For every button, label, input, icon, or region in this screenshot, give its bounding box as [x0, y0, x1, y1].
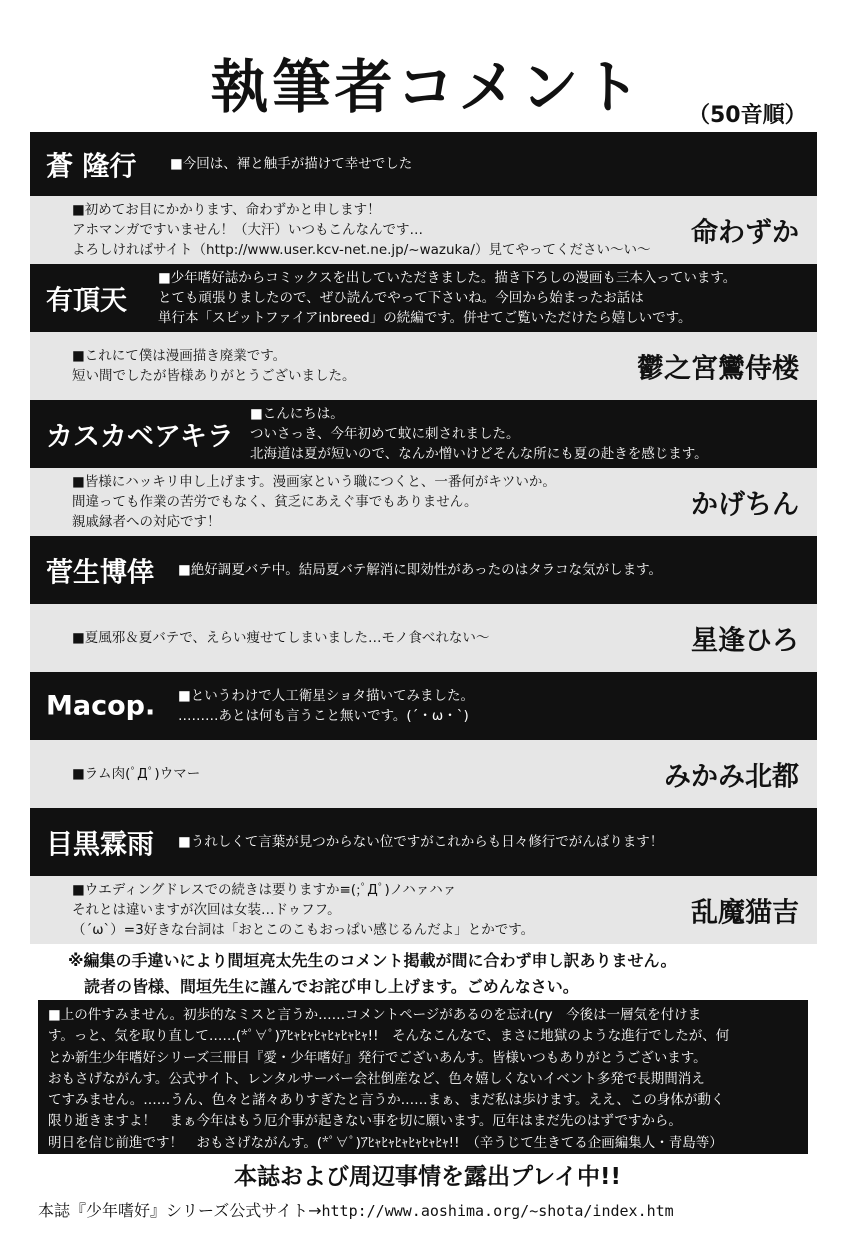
author-entry — [30, 740, 817, 808]
author-name: カスカベアキラ — [46, 421, 234, 453]
footer-headline: 本誌および周辺事情を露出プレイ中!! — [234, 1164, 621, 1190]
author-name: 命わずか — [691, 217, 799, 249]
author-name: 有頂天 — [46, 285, 127, 317]
author-name: Macop. — [46, 690, 156, 722]
comment-line: ■これにて僕は漫画描き廃業です。 — [72, 348, 287, 364]
staff-line: 明日を信じ前進です！ おもさげながんす。(*ﾟ∀ﾟ)ｱﾋｬﾋｬﾋｬﾋｬﾋｬﾋｬ!! （辛うじて生きてる企画編集人・青島等） — [48, 1134, 723, 1151]
comment-line: ■夏風邪＆夏バテで、えらい痩せてしまいました…モノ食べれない～ — [72, 630, 490, 646]
staff-line: おもさげながんす。公式サイト、レンタルサーバー会社倒産など、色々嬉しくないイベント多発で長期間消え — [48, 1070, 705, 1087]
staff-line: ■上の件すみません。初歩的なミスと言うか……コメントページがあるのを忘れ(ry 今後は一層気を付けま — [48, 1007, 702, 1023]
author-entry — [30, 604, 817, 672]
author-entry — [30, 672, 817, 740]
author-entry — [30, 536, 817, 604]
comment-line: ■うれしくて言葉が見つからない位ですがこれからも日々修行でがんばります！ — [178, 834, 664, 850]
author-comment — [72, 346, 356, 386]
footer-site-prefix: 本誌『少年嗜好』シリーズ公式サイト→ — [38, 1201, 322, 1220]
staff-line: す。っと、気を取り直して……(*ﾟ∀ﾟ)ｱﾋｬﾋｬﾋｬﾋｬﾋｬﾋｬ!! そんなこんなで、まさに地獄のような進行でしたが、何 — [48, 1028, 730, 1045]
comment-line: 単行本「スピットファイアinbreed」の続編です。併せてご覧いただけたら嬉しいです。 — [158, 310, 692, 326]
author-comment — [72, 764, 200, 784]
author-comment — [178, 832, 663, 852]
author-comment — [72, 628, 489, 648]
comment-line: 短い間でしたが皆様ありがとうございました。 — [72, 368, 356, 384]
footer-site-line — [38, 1198, 828, 1221]
editor-note-line: ※編集の手違いにより間垣亮太先生のコメント掲載が間に合わず申し訳ありません。 — [68, 951, 677, 970]
author-name: 鬱之宮鸞侍楼 — [637, 353, 799, 385]
comment-line: ………あとは何も言うこと無いです。(´・ω・`) — [178, 708, 469, 724]
comment-line: ■こんにちは。 — [250, 406, 344, 422]
editor-apology-note — [68, 948, 848, 1000]
comment-line: ■皆様にハッキリ申し上げます。漫画家という職につくと、一番何がキツいか。 — [72, 474, 556, 490]
author-comment — [72, 472, 556, 532]
author-comment — [158, 268, 736, 328]
author-entry — [30, 132, 817, 196]
author-entry — [30, 400, 817, 468]
page-subtitle: （50音順） — [688, 103, 807, 128]
staff-message-box — [38, 1000, 808, 1154]
comment-line: 間違っても作業の苦労でもなく、貧乏にあえぐ事でもありません。 — [72, 494, 478, 510]
editor-note-line: 読者の皆様、間垣先生に謹んでお詫び申し上げます。ごめんなさい。 — [84, 977, 579, 996]
comment-line: ■少年嗜好誌からコミックスを出していただきました。描き下ろしの漫画も三本入っています。 — [158, 270, 737, 286]
author-entry — [30, 264, 817, 332]
author-comment — [178, 560, 662, 580]
author-name: みかみ北都 — [664, 761, 799, 793]
comment-line: ■絶好調夏バテ中。結局夏バテ解消に即効性があったのはタラコな気がします。 — [178, 562, 663, 578]
comment-line: 北海道は夏が短いので、なんか憎いけどそんな所にも夏の赴きを感じます。 — [250, 446, 708, 462]
comment-line: ■というわけで人工衛星ショタ描いてみました。 — [178, 688, 474, 704]
comment-line: ■ウエディングドレスでの続きは要りますか≡(;ﾟДﾟ)ノハァハァ — [72, 882, 457, 898]
comment-line: ■ラム肉(ﾟДﾟ)ウマー — [72, 766, 201, 782]
author-name: かげちん — [691, 489, 799, 521]
comment-line: アホマンガですいません！（大汗）いつもこんなんです… — [72, 222, 423, 238]
staff-line: とか新生少年嗜好シリーズ三冊目『愛・少年嗜好』発行でございあんす。皆様いつもありがとうございます。 — [48, 1049, 707, 1066]
staff-line: てすみません。……うん、色々と諸々ありすぎたと言うか……まぁ、まだ私は歩けます。ええ、この身体が動く — [48, 1092, 725, 1109]
author-comment — [72, 200, 650, 260]
author-name: 菅生博倖 — [46, 557, 154, 589]
author-name: 蒼 隆行 — [46, 151, 137, 183]
comment-line: それとは違いますが次回は女装…ドゥフフ。 — [72, 902, 341, 918]
footer-site-link[interactable]: http://www.aoshima.org/~shota/index.htm — [321, 1202, 674, 1220]
author-name: 星逢ひろ — [691, 625, 799, 657]
author-entry — [30, 196, 817, 264]
author-comment — [178, 686, 474, 726]
comment-line: （´ω`）=3好きな台詞は「おとこのこもおっぱい感じるんだよ」とかです。 — [72, 922, 535, 938]
page-title: 執筆者コメント — [210, 53, 645, 121]
comment-line: よろしければサイト（http://www.user.kcv-net.ne.jp/~wazuka/）見てやってください～い～ — [72, 242, 651, 258]
comment-line: ■初めてお目にかかります、命わずかと申します！ — [72, 202, 381, 218]
author-comment — [72, 880, 534, 940]
author-entry — [30, 332, 817, 400]
comment-line: ついさっき、今年初めて蚊に刺されました。 — [250, 426, 520, 442]
author-comment — [170, 154, 412, 174]
author-comment — [250, 404, 708, 464]
author-name: 乱魔猫吉 — [691, 897, 799, 929]
author-comment-list — [30, 132, 817, 944]
comment-line: とても頑張りましたので、ぜひ読んでやって下さいね。今回から始まったお話は — [158, 290, 644, 306]
comment-line: ■今回は、褌と触手が描けて幸せでした — [170, 156, 413, 172]
author-entry — [30, 876, 817, 944]
author-name: 目黒霖雨 — [46, 829, 154, 861]
author-entry — [30, 808, 817, 876]
comment-line: 親戚縁者への対応です！ — [72, 514, 221, 530]
staff-line: 限り逝きますよ！ まぁ今年はもう厄介事が起きない事を切に願います。厄年はまだ先のはずですから。 — [48, 1113, 682, 1130]
author-entry — [30, 468, 817, 536]
